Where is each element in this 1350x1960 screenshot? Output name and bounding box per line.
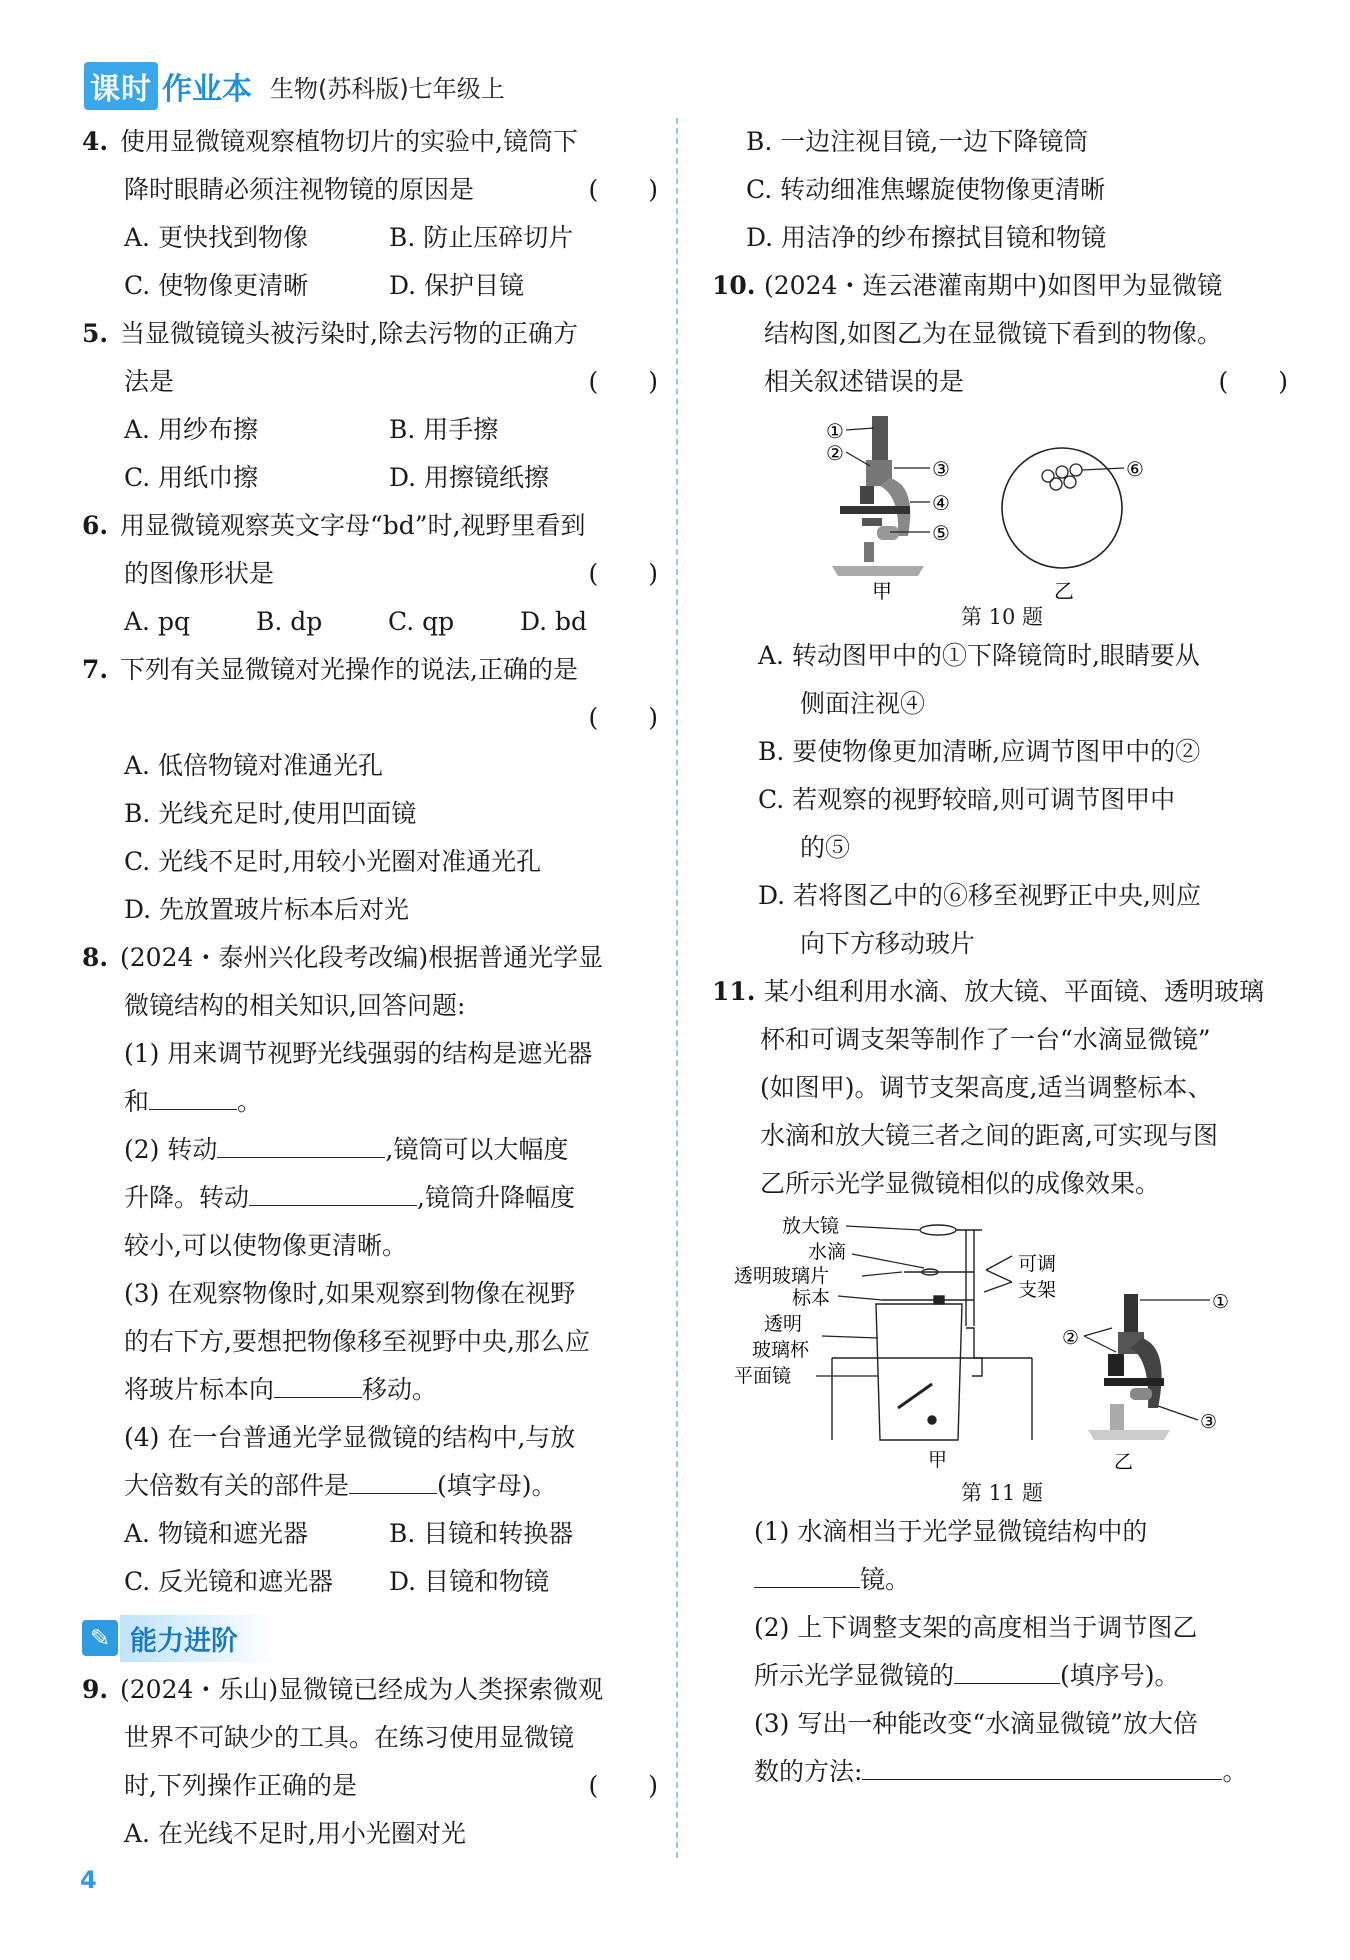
- label-1: ①: [826, 419, 844, 443]
- answer-paren[interactable]: ( ): [588, 175, 658, 204]
- logo-box: 课时: [84, 62, 158, 110]
- option-d[interactable]: D. 若将图乙中的⑥移至视野正中央,则应: [758, 881, 1201, 910]
- sub-question-text: 数的方法:: [754, 1757, 863, 1786]
- option-b[interactable]: B. 目镜和转换器: [389, 1519, 574, 1548]
- option-d[interactable]: D. 先放置玻片标本后对光: [124, 895, 410, 924]
- option-b[interactable]: B. 一边注视目镜,一边下降镜筒: [746, 127, 1089, 156]
- right-column: [712, 118, 1292, 1796]
- option-d-cont: 向下方移动玻片: [800, 929, 976, 958]
- option-d[interactable]: D. 用擦镜纸擦: [389, 463, 550, 492]
- question-text: 水滴和放大镜三者之间的距离,可实现与图: [760, 1121, 1218, 1150]
- label-magnifier: 放大镜: [782, 1215, 840, 1237]
- sub-question-text: ,镜筒可以大幅度: [385, 1135, 569, 1164]
- option-a[interactable]: A. 转动图甲中的①下降镜筒时,眼睛要从: [758, 641, 1200, 670]
- answer-blank[interactable]: [274, 1367, 362, 1398]
- answer-blank[interactable]: [754, 1557, 860, 1588]
- question-number: 11.: [712, 977, 756, 1006]
- option-c[interactable]: C. 用纸巾擦: [124, 463, 259, 492]
- sub-question-text: 所示光学显微镜的: [754, 1661, 955, 1690]
- answer-blank[interactable]: [349, 1463, 437, 1494]
- question-text: (2024・连云港灌南期中)如图甲为显微镜: [764, 271, 1223, 300]
- label-jia: 甲: [928, 1449, 948, 1471]
- question-11: [712, 968, 1292, 1796]
- label-6: ⑥: [1126, 457, 1144, 481]
- sub-question-1: (1) 水滴相当于光学显微镜结构中的: [754, 1517, 1148, 1546]
- option-c[interactable]: C. 反光镜和遮光器: [124, 1567, 334, 1596]
- figure-10-drawing: [712, 406, 1292, 602]
- option-a-cont: 侧面注视④: [800, 689, 926, 718]
- label-n3: ③: [1200, 1411, 1218, 1433]
- option-a[interactable]: A. 物镜和遮光器: [124, 1519, 308, 1548]
- specimen-cells: [1042, 464, 1082, 490]
- sub-question-text: 。: [1222, 1757, 1248, 1786]
- question-text: (2024・乐山)显微镜已经成为人类探索微观: [120, 1675, 604, 1704]
- option-a[interactable]: A. 在光线不足时,用小光圈对光: [124, 1819, 466, 1848]
- page-number: 4: [80, 1866, 97, 1894]
- answer-blank[interactable]: [217, 1127, 385, 1158]
- question-text: 使用显微镜观察植物切片的实验中,镜筒下: [120, 127, 578, 156]
- sub-question-1: (1) 用来调节视野光线强弱的结构是遮光器: [124, 1039, 593, 1068]
- label-n2: ②: [1062, 1327, 1080, 1349]
- question-9: [82, 1666, 662, 1858]
- sub-question-text: 镜。: [860, 1565, 911, 1594]
- label-2: ②: [826, 441, 844, 465]
- sub-question-text: 和: [124, 1087, 150, 1116]
- label-specimen: 标本: [792, 1287, 831, 1309]
- question-text: 相关叙述错误的是: [764, 367, 965, 396]
- option-a[interactable]: A. 低倍物镜对准通光孔: [124, 751, 383, 780]
- figure-11-drawing: [712, 1208, 1292, 1478]
- answer-paren[interactable]: ( ): [588, 559, 658, 588]
- question-text: 降时眼睛必须注视物镜的原因是: [124, 175, 475, 204]
- option-c[interactable]: C. 使物像更清晰: [124, 271, 309, 300]
- answer-blank[interactable]: [249, 1175, 417, 1206]
- sub-question-3: (3) 在观察物像时,如果观察到物像在视野: [124, 1279, 576, 1308]
- sub-question-3: (3) 写出一种能改变“水滴显微镜”放大倍: [754, 1709, 1198, 1738]
- question-4: [82, 118, 662, 310]
- option-c[interactable]: C. 若观察的视野较暗,则可调节图甲中: [758, 785, 1176, 814]
- sub-question-text: 较小,可以使物像更清晰。: [124, 1231, 407, 1260]
- option-d[interactable]: D. 保护目镜: [389, 271, 525, 300]
- left-column: [82, 118, 662, 1858]
- question-text: 用显微镜观察英文字母“bd”时,视野里看到: [120, 511, 586, 540]
- option-d[interactable]: D. 目镜和物镜: [389, 1567, 550, 1596]
- microscope-icon: [832, 416, 924, 576]
- question-text: 法是: [124, 367, 175, 396]
- question-text: 的图像形状是: [124, 559, 275, 588]
- option-b[interactable]: B. 要使物像更加清晰,应调节图甲中的②: [758, 737, 1201, 766]
- question-8: [82, 934, 662, 1606]
- question-number: 5.: [82, 319, 109, 348]
- option-b[interactable]: B. 光线充足时,使用凹面镜: [124, 799, 417, 828]
- option-d[interactable]: D. 用洁净的纱布擦拭目镜和物镜: [746, 223, 1107, 252]
- option-a[interactable]: A. 更快找到物像: [124, 223, 308, 252]
- label-cup-2: 玻璃杯: [752, 1339, 810, 1361]
- sub-question-text: 升降。转动: [124, 1183, 250, 1212]
- option-c[interactable]: C. qp: [388, 607, 455, 636]
- question-text: 微镜结构的相关知识,回答问题:: [124, 991, 466, 1020]
- label-5: ⑤: [932, 521, 950, 545]
- logo-word: 作业本: [162, 72, 252, 107]
- sub-question-text: 将玻片标本向: [124, 1375, 275, 1404]
- question-number: 10.: [712, 271, 756, 300]
- option-c-cont: 的⑤: [800, 833, 851, 862]
- question-number: 4.: [82, 127, 109, 156]
- sub-question-text: 移动。: [362, 1375, 438, 1404]
- question-text: 当显微镜镜头被污染时,除去污物的正确方: [120, 319, 578, 348]
- label-glass-sheet: 透明玻璃片: [734, 1265, 830, 1287]
- microscope-icon: [1088, 1294, 1170, 1440]
- water-drop-microscope: [832, 1225, 1032, 1440]
- sub-question-text: (填字母)。: [437, 1471, 557, 1500]
- option-a[interactable]: A. 用纱布擦: [124, 415, 258, 444]
- answer-blank[interactable]: [149, 1079, 237, 1110]
- question-text: 乙所示光学显微镜相似的成像效果。: [760, 1169, 1161, 1198]
- option-a[interactable]: A. pq: [124, 607, 190, 636]
- answer-paren[interactable]: ( ): [588, 703, 658, 732]
- sub-question-4: (4) 在一台普通光学显微镜的结构中,与放: [124, 1423, 576, 1452]
- figure-10: [712, 406, 1292, 602]
- option-b[interactable]: B. dp: [256, 607, 323, 636]
- question-7: [82, 646, 662, 934]
- figure-11: [712, 1208, 1292, 1478]
- question-text: 某小组利用水滴、放大镜、平面镜、透明玻璃: [764, 977, 1265, 1006]
- answer-paren[interactable]: ( ): [588, 1771, 658, 1800]
- label-yi: 乙: [1054, 579, 1074, 602]
- section-header: [82, 1612, 662, 1664]
- book-title: 生物(苏科版)七年级上: [270, 74, 505, 103]
- option-c[interactable]: C. 转动细准焦螺旋使物像更清晰: [746, 175, 1106, 204]
- question-number: 8.: [82, 943, 109, 972]
- question-text: 世界不可缺少的工具。在练习使用显微镜: [124, 1723, 575, 1752]
- question-5: [82, 310, 662, 502]
- label-4: ④: [932, 491, 950, 515]
- answer-blank[interactable]: [862, 1749, 1222, 1780]
- label-3: ③: [932, 457, 950, 481]
- question-number: 7.: [82, 655, 109, 684]
- sub-question-text: (填序号)。: [1060, 1661, 1180, 1690]
- answer-paren[interactable]: ( ): [1218, 367, 1288, 396]
- label-cup-1: 透明: [764, 1313, 803, 1335]
- header: [84, 62, 505, 110]
- sub-question-text: 的右下方,要想把物像移至视野中央,那么应: [124, 1327, 590, 1356]
- label-drop: 水滴: [808, 1241, 847, 1263]
- figure-caption: 第 10 题: [960, 605, 1044, 629]
- option-c[interactable]: C. 光线不足时,用较小光圈对准通光孔: [124, 847, 542, 876]
- question-text: 下列有关显微镜对光操作的说法,正确的是: [120, 655, 578, 684]
- option-b[interactable]: B. 防止压碎切片: [389, 223, 574, 252]
- label-jia: 甲: [872, 579, 892, 602]
- sub-question-2: (2) 上下调整支架的高度相当于调节图乙: [754, 1613, 1198, 1642]
- sub-question-2: (2) 转动: [124, 1135, 218, 1164]
- question-number: 9.: [82, 1675, 109, 1704]
- section-title: 能力进阶: [120, 1615, 278, 1662]
- label-yi: 乙: [1114, 1451, 1134, 1473]
- option-d[interactable]: D. bd: [520, 607, 588, 636]
- question-text: (如图甲)。调节支架高度,适当调整标本、: [760, 1073, 1213, 1102]
- sub-question-text: 。: [237, 1087, 263, 1116]
- label-n1: ①: [1212, 1291, 1230, 1313]
- answer-paren[interactable]: ( ): [588, 367, 658, 396]
- question-text: 时,下列操作正确的是: [124, 1771, 357, 1800]
- sub-question-text: ,镜筒升降幅度: [417, 1183, 575, 1212]
- column-divider: [676, 118, 678, 1858]
- figure-caption: 第 11 题: [960, 1481, 1044, 1505]
- question-number: 6.: [82, 511, 109, 540]
- pencil-icon: ✎: [82, 1620, 118, 1656]
- option-b[interactable]: B. 用手擦: [389, 415, 499, 444]
- label-stand-1: 可调: [1018, 1253, 1057, 1275]
- label-mirror: 平面镜: [734, 1365, 792, 1387]
- answer-blank[interactable]: [954, 1653, 1060, 1684]
- sub-question-text: 大倍数有关的部件是: [124, 1471, 350, 1500]
- question-text: (2024・泰州兴化段考改编)根据普通光学显: [120, 943, 604, 972]
- question-10: [712, 262, 1292, 968]
- label-stand-2: 支架: [1018, 1279, 1057, 1301]
- question-text: 杯和可调支架等制作了一台“水滴显微镜”: [760, 1025, 1211, 1054]
- question-6: [82, 502, 662, 646]
- question-text: 结构图,如图乙为在显微镜下看到的物像。: [764, 319, 1222, 348]
